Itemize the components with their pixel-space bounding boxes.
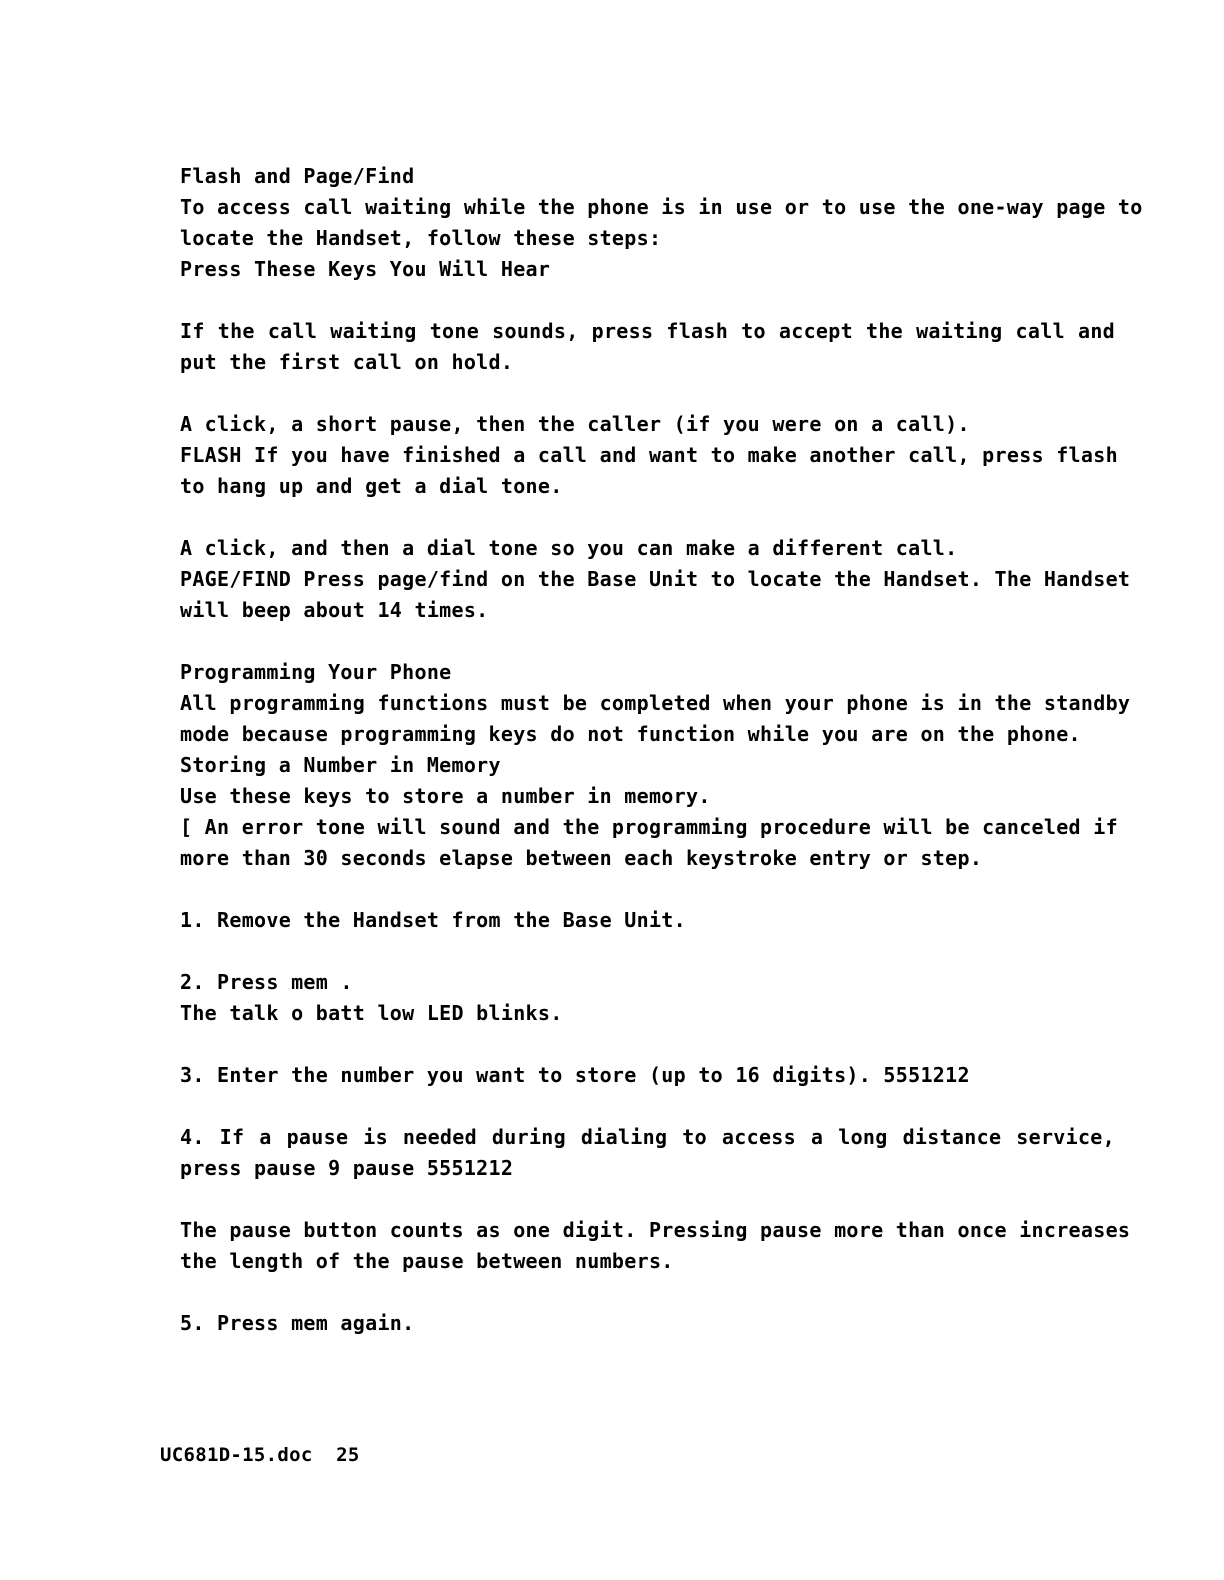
paragraph-line: the length of the pause between numbers.	[180, 1249, 674, 1273]
subsection-heading-storing-number: Storing a Number in Memory	[180, 753, 501, 777]
blank-line	[180, 626, 1115, 657]
step-3: 3. Enter the number you want to store (up to 16 digits). 5551212	[180, 1063, 970, 1087]
blank-line	[180, 1277, 1115, 1308]
blank-line	[180, 1184, 1115, 1215]
paragraph-line: locate the Handset, follow these steps:	[180, 226, 662, 250]
paragraph-line: Use these keys to store a number in memory.	[180, 784, 711, 808]
step-2: 2. Press mem .	[180, 970, 353, 994]
step-2-detail: The talk o batt low LED blinks.	[180, 1001, 563, 1025]
blank-line	[180, 874, 1115, 905]
blank-line	[180, 285, 1115, 316]
paragraph-line: PAGE/FIND Press page/find on the Base Unit to locate the Handset. The Handset	[180, 567, 1131, 591]
blank-line	[180, 1091, 1115, 1122]
paragraph-line: To access call waiting while the phone is in use or to use the one-way page to	[180, 195, 1143, 219]
table-header-line: Press These Keys You Will Hear	[180, 257, 551, 281]
blank-line	[180, 1029, 1115, 1060]
step-4-detail: press pause 9 pause 5551212	[180, 1156, 514, 1180]
section-heading-flash-page-find: Flash and Page/Find	[180, 164, 415, 188]
blank-line	[180, 502, 1115, 533]
paragraph-line: FLASH If you have finished a call and want to make another call, press flash	[180, 443, 1118, 467]
section-heading-programming: Programming Your Phone	[180, 660, 452, 684]
step-1: 1. Remove the Handset from the Base Unit.	[180, 908, 686, 932]
paragraph-line: will beep about 14 times.	[180, 598, 489, 622]
paragraph-line: [ An error tone will sound and the programming procedure will be canceled if	[180, 815, 1118, 839]
paragraph-line: mode because programming keys do not function while you are on the phone.	[180, 722, 1081, 746]
blank-line	[180, 936, 1115, 967]
paragraph-line: more than 30 seconds elapse between each keystroke entry or step.	[180, 846, 983, 870]
paragraph-line: If the call waiting tone sounds, press flash to accept the waiting call and	[180, 319, 1115, 343]
paragraph-line: A click, and then a dial tone so you can make a different call.	[180, 536, 958, 560]
blank-line	[180, 378, 1115, 409]
paragraph-line: to hang up and get a dial tone.	[180, 474, 563, 498]
paragraph-line: All programming functions must be completed when your phone is in the standby	[180, 691, 1131, 715]
paragraph-line: put the first call on hold.	[180, 350, 514, 374]
step-4: 4. If a pause is needed during dialing to access a long distance service,	[180, 1125, 1115, 1149]
document-body	[180, 161, 1143, 1339]
paragraph-line: A click, a short pause, then the caller (if you were on a call).	[180, 412, 970, 436]
step-5: 5. Press mem again.	[180, 1311, 415, 1335]
paragraph-line: The pause button counts as one digit. Pressing pause more than once increases	[180, 1218, 1131, 1242]
page-footer: UC681D-15.doc 25	[160, 1444, 360, 1466]
